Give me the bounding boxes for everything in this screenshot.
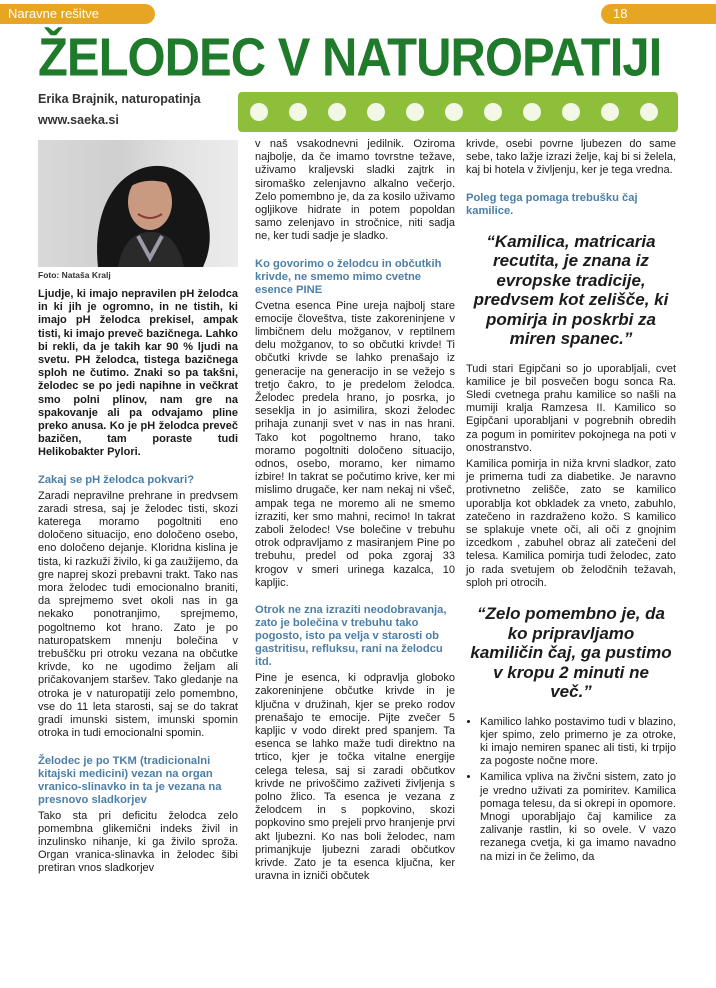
body-paragraph: v naš vsakodnevni jedilnik. Oziroma najbolje, da če imamo tovrstne težave, uživamo kraljevski sladki zajtrk in siromaško zelenjavno alkalno večerjo. Zelo pomembno je, da za kosilo uživamo ogljikove hidrate in potem popoldan samo zelenjavo in stročnice, niti sadja ne, ker tudi sadje je sladko. [255,138,455,243]
list-item: • Kamilica vpliva na živčni sistem, zato jo je vredno uživati za pomiritev. Kamilica pomaga telesu, da si okrepi in opomore. Mnogi uporabljajo čaj kamilice za zalivanje rastlin, ki so ovele. V vazo rezanega cvetja, ki ga imamo navadno na mizi in če želimo, da [480,771,676,863]
body-paragraph: Cvetna esenca Pine ureja najbolj stare emocije človeštva, tiste zakoreninjene v limbičnem delu možganov, v reptilnem delu možganov, to so občutki krivde! Ti občutki krivde se lahko prenašajo iz generacije na generacijo in se vežejo s tretjo čakro, to je predelom želodca. Želodec predela hrano, jo posrka, jo seseklja in jo asimilira, skozi želodec prihaja zunanji svet v nas in nas hrani. Tako kot pogoltnemo hrano, tako moramo pogoltniti določeno situacijo, odnos, osebo, moramo, ker nimamo izbire! In takrat se počutimo krive, ker mi mislimo drugače, ker nam nekaj ni všeč, ampak tega ne moremo ali ne smemo izraziti, ker smo mahni, recimo! In takrat zaboli želodec! Vse bolečine v trebuhu otrok odpravljamo z masiranjem Pine po trebuhu, predel od poka zgoraj 33 krogov v smeri urinega kazalca, 10 kapljic. [255,299,455,589]
pull-quote: “Zelo pomembno je, da ko pripravljamo kamiličin čaj, ga pustimo v kropu 2 minuti ne več.” [470,604,672,702]
body-paragraph: krivde, osebi povrne ljubezen do same sebe, tako lažje izrazi želje, kaj bi si želela, kaj bi hotela v življenju, ker je tega vredna. [466,138,676,177]
article-author: Erika Brajnik, naturopatinja [38,92,201,106]
body-paragraph: Zaradi nepravilne prehrane in predvsem zaradi stresa, saj je želodec tisti, skozi katerega moramo pogoltniti eno določeno situacijo, eno določeno osebo, eno določeno dejanje. Kloridna kislina je tista, ki razkuži živilo, ki ga zaužijemo, da gre naprej skozi prebavni trakt. Tako nas mora želodec tudi emocionalno braniti, da sprejmemo svet okoli nas in ga nekako ponotranjimo, sprejmemo, pogoltnemo kot hrano. Zato je po naturopatskem mnenju bolečina v trebuščku pri otroku vezana na občutke krivde, ko ne ugodimo željam ali pričakovanjem staršev. Tako gledanje na otroka je v naturopatiji zelo pomembno, vse do 11 leta starosti, saj se do takrat gradi imunski sistem, imunski spomin otroka in tudi emocionalni spomin. [38,489,238,740]
dot-decoration [445,103,463,121]
dot-decoration [640,103,658,121]
pull-quote: “Kamilica, matricaria recutita, je znana iz evropske tradicije, predvsem kot zelišče, ki pomirja in poskrbi za miren spanec.” [473,231,669,349]
photo-credit: Foto: Nataša Kralj [38,270,111,280]
subheading: Poleg tega pomaga trebušku čaj kamilice. [466,191,638,217]
decorative-dots-bar [238,92,678,132]
dot-decoration [250,103,268,121]
dot-decoration [406,103,424,121]
lead-paragraph: Ljudje, ki imajo nepravilen pH želodca in ki jih je ogromno, in ne tistih, ki imajo pH želodca prekisel, ampak tisti, ki imajo preveč bazičnega. Lahko bi rekli, da je takih kar 90 % ljudi na svetu. PH želodca, tistega bazičnega sploh ne čutimo. Znaki so pa takšni, želodec se po jedi napihne in večkrat smo polni plinov, nam gre na spakovanje ali pa odvajamo pline preko anusa. Ko je pH želodca preveč bazičen, tam poraste tudi Helikobakter Pylori. [38,288,238,459]
dot-decoration [562,103,580,121]
page-number: 18 [601,4,716,24]
body-paragraph: Pine je esenca, ki odpravlja globoko zakoreninjene občutke krivde in je ključna v družinah, kjer se preko rodov prenašajo te emocije. Pijte zvečer 5 kapljic v vodo direkt pred spanjem. Ta esenca se lahko maže tudi direktno na trtico, kjer je točka vitalne energije celega telesa, saj si zaradi občutkov krivde ne privoščimo zaživeti življenja s polno žlico. Ta esenca je vezana z želodcem in s popkovino, skozi popkovino smo prejeli prvo hranjenje prvi akt ljubezni. Ko nas boli želodec, nam primanjkuje ljubezni zaradi občutkov krivde. Zato je ta esenca ključna, ker uravna in izniči občutek [255,672,455,883]
column-1 [38,288,238,879]
section-tab: Naravne rešitve [0,4,155,24]
subheading: Otrok ne zna izraziti neodobravanja, zato je bolečina v trebuhu tako pogosto, isto pa velja v starosti ob gastritisu, refluksu, rani na želodcu itd. [255,604,447,669]
dot-decoration [328,103,346,121]
column-3 [466,138,676,867]
list-item: • Kamilico lahko postavimo tudi v blazino, kjer spimo, zelo primerno je za otroke, ki imajo nemiren spanec ali tisti, ki trpijo za pogoste nočne more. [480,716,676,769]
body-paragraph: Kamilica pomirja in niža krvni sladkor, zato je primerna tudi za diabetike. Je naravno protivnetno zelišče, zato se kamilico uporablja kot obkladek za vneto, zabuhlo, zatečeno in razdraženo kožo. S kamilico se splakuje vnete oči, ali oči z gnojnim izcedkom , zabuhel obraz ali zatečeni del telesa. Kamilica pomirja tudi želodec, zato jo rada svetujem ob želodčnih težavah, sploh pri otrocih. [466,458,676,589]
column-2 [255,138,455,886]
dot-decoration [289,103,307,121]
article-website: www.saeka.si [38,113,119,127]
subheading: Ko govorimo o želodcu in občutkih krivde, ne smemo mimo cvetne esence PINE [255,257,442,296]
author-photo [38,140,238,267]
portrait-image [38,140,238,267]
article-title: ŽELODEC V NATUROPATIJI [38,28,662,88]
dot-decoration [367,103,385,121]
subheading: Zakaj se pH želodca pokvari? [38,473,195,486]
dot-decoration [484,103,502,121]
body-paragraph: Tudi stari Egipčani so jo uporabljali, cvet kamilice je bil posvečen bogu sonca Ra. Sledi cvetnega prahu kamilice so našli na mumiji kralja Ramzesa II. Kamilico so Egipčani uporabljani v pogrebnih obredih za pogum in pomiritev pokojnega na poti v onostranstvo. [466,362,676,454]
subheading: Želodec je po TKM (tradicionalni kitajski medicini) vezan na organ vranico-slinavko in ta je vezana na presnovo sladkorjev [38,754,222,806]
dot-decoration [601,103,619,121]
bullet-list [466,716,676,864]
dot-decoration [523,103,541,121]
body-paragraph: Tako sta pri deficitu želodca zelo pomembna glikemični indeks živil in inzulinsko nihanje, ki ga živilo sproža. Organ vranica-slinavka in želodec šibi pretiran vnos sladkorjev [38,809,238,875]
